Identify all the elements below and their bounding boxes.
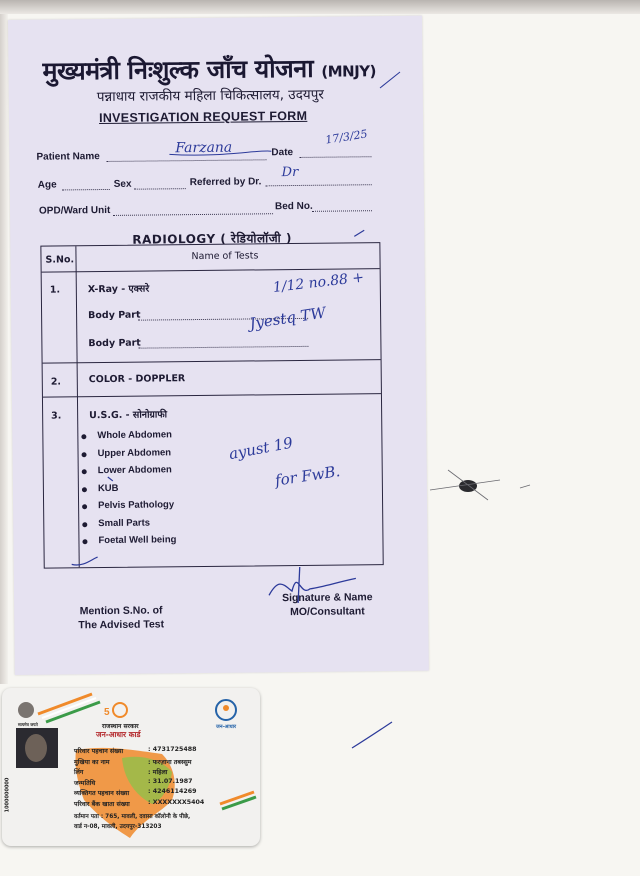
- row-1-number: 1.: [49, 284, 61, 296]
- handwritten-usg-note: ayust 19: [227, 433, 295, 464]
- usg-option-label: Foetal Well being: [98, 534, 177, 547]
- body-part-label-2: Body Part: [88, 337, 141, 350]
- date-label: Date: [271, 147, 294, 159]
- row-3-number: 3.: [51, 410, 62, 422]
- card-address-2: वार्ड न-08, मावली, उदयपुर-313203: [74, 824, 162, 830]
- handwritten-usg-note-2: for FwB.: [273, 462, 342, 490]
- handwritten-referrer: Dr: [281, 164, 299, 181]
- scheme-abbr: (MNJY): [321, 62, 377, 81]
- xray-test[interactable]: X-Ray - एक्सरे: [87, 283, 150, 296]
- form-title: INVESTIGATION REQUEST FORM: [98, 108, 308, 126]
- card-field-value: : 4731725488: [148, 746, 197, 753]
- signature-label: Signature & Name MO/Consultant: [282, 591, 373, 619]
- usg-option-label: Pelvis Pathology: [98, 499, 175, 512]
- section-radiology: RADIOLOGY ( रेडियोलॉजी ): [132, 231, 292, 247]
- emblem: [18, 702, 34, 718]
- usg-option-label: Whole Abdomen: [97, 429, 173, 442]
- card-field-value: : 4246114269: [148, 788, 197, 795]
- stray-pen-mark: [352, 722, 392, 748]
- col-header-sno: S.No.: [45, 254, 75, 266]
- usg-option-label: Small Parts: [98, 517, 151, 529]
- handwritten-xray-note: 1/12 no.88 +: [272, 269, 365, 296]
- referred-by-label: Referred by Dr.: [189, 176, 262, 189]
- card-address: वर्तमान पता : 765, मावली, दवासा कॉलोनी के पीछे,: [74, 814, 191, 820]
- card-field-value: : 31.07.1987: [148, 777, 193, 785]
- usg-option-label: KUB: [97, 482, 119, 494]
- handwritten-xray-note-2: Jyestq TW: [248, 303, 327, 333]
- patient-name-label: Patient Name: [36, 151, 100, 163]
- card-field-label: परिवार पहचान संख्या: [74, 748, 124, 755]
- card-field-label: परिवार बैंक खाता संख्या: [74, 800, 130, 808]
- hospital-name: पन्नाधाय राजकीय महिला चिकित्सालय, उदयपुर: [96, 86, 324, 106]
- row-2-number: 2.: [50, 376, 62, 388]
- usg-option-label: Lower Abdomen: [97, 464, 172, 477]
- usg-test[interactable]: U.S.G. - सोनोग्राफी: [89, 409, 168, 422]
- emblem-caption: सत्यमेव जयते: [18, 722, 38, 727]
- jan-aadhaar-card: [2, 688, 260, 846]
- card-field-value: : XXXXXXX5404: [148, 798, 205, 806]
- card-field-label: लिंग: [74, 769, 84, 776]
- opd-ward-label: OPD/Ward Unit: [38, 204, 111, 217]
- vertical-id: 1000000000: [4, 777, 11, 813]
- body-part-label-1: Body Part: [88, 309, 141, 322]
- card-field-label: जन्मतिथि: [74, 779, 96, 787]
- govt-label: राजस्थान सरकार: [102, 723, 139, 730]
- card-field-value: : महिला: [148, 769, 168, 776]
- scheme-name: मुख्यमंत्री निःशुल्क जाँच योजना: [42, 53, 314, 86]
- age-label: Age: [37, 179, 57, 191]
- card-title: जन-आधार कार्ड: [96, 730, 141, 739]
- col-header-tests: Name of Tests: [191, 250, 259, 263]
- sex-label: Sex: [113, 178, 132, 190]
- mention-sno-note: Mention S.No. of The Advised Test: [78, 604, 165, 632]
- bed-no-label: Bed No.: [274, 200, 313, 213]
- brand-label: जन-आधार: [216, 724, 237, 730]
- usg-option-label: Upper Abdomen: [97, 446, 172, 459]
- card-field-value: : फरज़ाना तबस्सुम: [148, 758, 192, 766]
- color-doppler-test[interactable]: COLOR - DOPPLER: [88, 373, 186, 386]
- svg-text:5: 5: [104, 707, 110, 718]
- card-field-label: मुखिया का नाम: [74, 758, 110, 766]
- handwritten-patient-name: Farzana: [175, 139, 233, 157]
- card-field-label: व्यक्तिगत पहचान संख्या: [74, 790, 130, 797]
- handwritten-date: 17/3/25: [324, 127, 369, 147]
